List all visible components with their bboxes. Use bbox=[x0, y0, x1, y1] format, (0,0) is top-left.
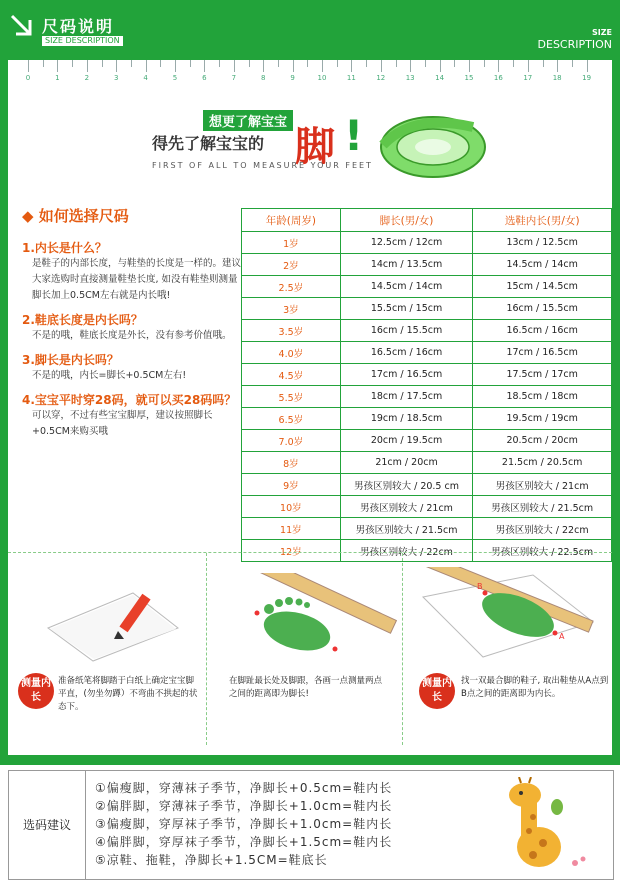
ruler-tick bbox=[204, 60, 205, 72]
footprint-ruler-icon bbox=[217, 573, 397, 673]
table-cell: 14.5cm / 14cm bbox=[340, 276, 473, 298]
hero-line2: 得先了解宝宝的 bbox=[152, 134, 265, 153]
table-row bbox=[242, 254, 612, 276]
header bbox=[0, 0, 620, 60]
hero-english: FIRST OF ALL TO MEASURE YOUR FEET bbox=[152, 161, 373, 170]
ruler-tick bbox=[351, 60, 352, 72]
marker-a: A bbox=[559, 632, 565, 641]
ruler-tick bbox=[396, 60, 397, 67]
table-cell: 10岁 bbox=[242, 496, 341, 518]
ruler-label: 9 bbox=[290, 74, 295, 82]
ruler-tick bbox=[498, 60, 499, 72]
table-cell: 3.5岁 bbox=[242, 320, 341, 342]
tips-list bbox=[95, 779, 392, 869]
insole-icon bbox=[413, 567, 603, 667]
table-cell: 19cm / 18.5cm bbox=[340, 408, 473, 430]
table-cell: 20.5cm / 20cm bbox=[473, 430, 612, 452]
table-cell: 21.5cm / 20.5cm bbox=[473, 452, 612, 474]
ruler-tick bbox=[381, 60, 382, 72]
table-cell: 男孩区别较大 / 21cm bbox=[340, 496, 473, 518]
table-row bbox=[242, 496, 612, 518]
ruler-tick bbox=[307, 60, 308, 67]
ruler-label: 13 bbox=[405, 74, 415, 82]
table-cell: 16cm / 15.5cm bbox=[340, 320, 473, 342]
faq-question: 4.宝宝平时穿28码，就可以买28码吗？ bbox=[22, 393, 237, 407]
hero-exclaim: ! bbox=[344, 111, 364, 160]
table-row bbox=[242, 342, 612, 364]
faq-section bbox=[22, 205, 247, 440]
table-row bbox=[242, 298, 612, 320]
column-header: 脚长(男/女) bbox=[340, 209, 473, 232]
table-cell: 1岁 bbox=[242, 232, 341, 254]
step-caption: 在脚趾最长处及脚跟，各画一点测量两点之间的距离即为脚长! bbox=[229, 676, 383, 699]
table-row bbox=[242, 474, 612, 496]
ruler-tick bbox=[366, 60, 367, 67]
faq-question: 1.内长是什么？ bbox=[22, 241, 107, 255]
ruler-tick bbox=[102, 60, 103, 67]
ruler-label: 19 bbox=[582, 74, 592, 82]
ruler-tick bbox=[587, 60, 588, 72]
ruler-tick bbox=[337, 60, 338, 67]
faq-heading: ◆ 如何选择尺码 bbox=[22, 207, 129, 225]
hero-banner bbox=[148, 105, 548, 185]
ruler-tick bbox=[131, 60, 132, 67]
sizing-tips bbox=[8, 770, 614, 880]
size-table bbox=[241, 208, 612, 562]
step-caption: 准备纸笔将脚踏于白纸上确定宝宝脚平直，(勿坐勿蹲）不弯曲不拱起的状态下。 bbox=[58, 676, 198, 712]
table-cell: 17cm / 16.5cm bbox=[340, 364, 473, 386]
ruler-tick bbox=[410, 60, 411, 72]
tip-line: ⑤凉鞋、拖鞋，净脚长+1.5CM=鞋底长 bbox=[95, 853, 328, 867]
table-cell: 男孩区别较大 / 22cm bbox=[340, 540, 473, 562]
ruler-tick bbox=[528, 60, 529, 72]
paper-pencil-icon bbox=[38, 573, 188, 663]
ruler-label: 18 bbox=[552, 74, 562, 82]
ruler-label: 16 bbox=[493, 74, 503, 82]
ruler-tick bbox=[116, 60, 117, 72]
ruler-label: 14 bbox=[435, 74, 445, 82]
table-cell: 14.5cm / 14cm bbox=[473, 254, 612, 276]
ruler-label: 7 bbox=[231, 74, 237, 82]
table-cell: 14cm / 13.5cm bbox=[340, 254, 473, 276]
ruler-label: 1 bbox=[55, 74, 60, 82]
table-header-row bbox=[242, 209, 612, 232]
faq-answer: 不是的哦，鞋底长度是外长，没有参考价值哦。 bbox=[32, 330, 232, 341]
ruler-label: 6 bbox=[202, 74, 207, 82]
table-cell: 16cm / 15.5cm bbox=[473, 298, 612, 320]
step-2 bbox=[206, 553, 403, 745]
ruler-tick bbox=[28, 60, 29, 72]
ruler-label: 15 bbox=[464, 74, 474, 82]
faq-question: 3.脚长是内长吗？ bbox=[22, 353, 119, 367]
table-cell: 4.0岁 bbox=[242, 342, 341, 364]
ruler-tick bbox=[249, 60, 250, 67]
tips-label: 选码建议 bbox=[9, 771, 86, 879]
table-cell: 16.5cm / 16cm bbox=[473, 320, 612, 342]
tip-line: ③偏瘦脚，穿厚袜子季节，净脚长+1.0cm=鞋内长 bbox=[95, 817, 393, 831]
ruler-tick bbox=[146, 60, 147, 72]
table-cell: 2岁 bbox=[242, 254, 341, 276]
ruler-tick bbox=[469, 60, 470, 72]
marker-b: B bbox=[477, 582, 483, 591]
faq-answer: 可以穿，不过有些宝宝脚厚，建议按照脚长+0.5CM来购买哦 bbox=[32, 410, 213, 437]
ruler-label: 12 bbox=[376, 74, 386, 82]
table-cell: 13cm / 12.5cm bbox=[473, 232, 612, 254]
table-row bbox=[242, 408, 612, 430]
ruler-tick bbox=[278, 60, 279, 67]
tip-line: ④偏胖脚，穿厚袜子季节，净脚长+1.5cm=鞋内长 bbox=[95, 835, 393, 849]
table-cell: 男孩区别较大 / 22.5cm bbox=[473, 540, 612, 562]
table-cell: 20cm / 19.5cm bbox=[340, 430, 473, 452]
ruler-label: 0 bbox=[25, 74, 31, 82]
table-cell: 19.5cm / 19cm bbox=[473, 408, 612, 430]
ruler-label: 3 bbox=[113, 74, 119, 82]
table-cell: 7.0岁 bbox=[242, 430, 341, 452]
hero-line1: 想更了解宝宝 bbox=[203, 110, 293, 131]
table-cell: 2.5岁 bbox=[242, 276, 341, 298]
ruler-tick bbox=[543, 60, 544, 67]
measure-steps bbox=[8, 552, 612, 745]
ruler-tick bbox=[513, 60, 514, 67]
table-cell: 男孩区别较大 / 22cm bbox=[473, 518, 612, 540]
column-header: 年龄(周岁) bbox=[242, 209, 341, 232]
ruler-tick bbox=[454, 60, 455, 67]
ruler-label: 4 bbox=[143, 74, 148, 82]
measure-seal: 测量内长 bbox=[419, 673, 455, 709]
page-title: 尺码说明 bbox=[42, 17, 115, 36]
tip-line: ②偏胖脚，穿薄袜子季节，净脚长+1.0cm=鞋内长 bbox=[95, 799, 393, 813]
ruler-tick bbox=[425, 60, 426, 67]
ruler-tick bbox=[572, 60, 573, 67]
table-cell: 18.5cm / 18cm bbox=[473, 386, 612, 408]
tape-measure-icon bbox=[373, 105, 493, 183]
ruler-tick bbox=[263, 60, 264, 72]
table-cell: 男孩区别较大 / 21.5cm bbox=[473, 496, 612, 518]
table-row bbox=[242, 364, 612, 386]
table-cell: 21cm / 20cm bbox=[340, 452, 473, 474]
arrow-icon bbox=[8, 12, 36, 40]
content-panel bbox=[8, 60, 612, 755]
measure-seal: 测量内长 bbox=[18, 673, 54, 709]
table-cell: 5.5岁 bbox=[242, 386, 341, 408]
faq-answer: 不是的哦，内长=脚长+0.5CM左右! bbox=[32, 370, 187, 381]
ruler-tick bbox=[43, 60, 44, 67]
table-cell: 17.5cm / 17cm bbox=[473, 364, 612, 386]
table-cell: 男孩区别较大 / 20.5 cm bbox=[340, 474, 473, 496]
ruler-tick bbox=[160, 60, 161, 67]
table-row bbox=[242, 452, 612, 474]
step-caption: 找一双最合脚的鞋子, 取出鞋垫从A点到B点之间的距离即为内长。 bbox=[461, 676, 609, 699]
table-cell: 17cm / 16.5cm bbox=[473, 342, 612, 364]
ruler-tick bbox=[57, 60, 58, 72]
step-3 bbox=[402, 553, 613, 745]
ruler-tick bbox=[440, 60, 441, 72]
table-cell: 9岁 bbox=[242, 474, 341, 496]
faq-question: 2.鞋底长度是内长吗？ bbox=[22, 313, 143, 327]
ruler-label: 5 bbox=[172, 74, 178, 82]
hero-big-char: 脚 bbox=[295, 124, 335, 170]
table-row bbox=[242, 232, 612, 254]
table-cell: 6.5岁 bbox=[242, 408, 341, 430]
ruler-tick bbox=[234, 60, 235, 72]
ruler-label: 11 bbox=[346, 74, 356, 82]
tip-line: ①偏瘦脚，穿薄袜子季节，净脚长+0.5cm=鞋内长 bbox=[95, 781, 393, 795]
ruler-tick bbox=[175, 60, 176, 72]
table-cell: 12岁 bbox=[242, 540, 341, 562]
table-row bbox=[242, 386, 612, 408]
ruler-tick bbox=[190, 60, 191, 67]
table-cell: 8岁 bbox=[242, 452, 341, 474]
table-row bbox=[242, 320, 612, 342]
ruler-tick bbox=[219, 60, 220, 67]
table-cell: 16.5cm / 16cm bbox=[340, 342, 473, 364]
table-cell: 12.5cm / 12cm bbox=[340, 232, 473, 254]
ruler-tick bbox=[72, 60, 73, 67]
ruler-tick bbox=[322, 60, 323, 72]
table-cell: 4.5岁 bbox=[242, 364, 341, 386]
column-header: 选鞋内长(男/女) bbox=[473, 209, 612, 232]
ruler-tick bbox=[484, 60, 485, 67]
table-row bbox=[242, 276, 612, 298]
table-cell: 男孩区别较大 / 21.5cm bbox=[340, 518, 473, 540]
step-1 bbox=[8, 553, 206, 745]
table-cell: 15.5cm / 15cm bbox=[340, 298, 473, 320]
header-right-top: SIZE bbox=[591, 28, 612, 37]
ruler-tick bbox=[293, 60, 294, 72]
ruler-label: 17 bbox=[523, 74, 533, 82]
ruler bbox=[8, 60, 612, 88]
table-row bbox=[242, 518, 612, 540]
faq-answer: 是鞋子的内部长度，与鞋垫的长度是一样的。建议大家选购时直接测量鞋垫长度, 如没有鞋垫则测量脚长加上0.5CM左右就是内长哦! bbox=[32, 258, 242, 301]
ruler-tick bbox=[87, 60, 88, 72]
ruler-label: 10 bbox=[317, 74, 327, 82]
ruler-label: 2 bbox=[84, 74, 90, 82]
table-cell: 18cm / 17.5cm bbox=[340, 386, 473, 408]
giraffe-icon bbox=[487, 777, 597, 875]
ruler-label: 8 bbox=[260, 74, 266, 82]
ruler-tick bbox=[557, 60, 558, 72]
table-cell: 11岁 bbox=[242, 518, 341, 540]
table-cell: 男孩区别较大 / 21cm bbox=[473, 474, 612, 496]
page-subtitle: SIZE DESCRIPTION bbox=[42, 36, 123, 46]
table-cell: 15cm / 14.5cm bbox=[473, 276, 612, 298]
table-row bbox=[242, 430, 612, 452]
table-cell: 3岁 bbox=[242, 298, 341, 320]
header-right-bottom: DESCRIPTION bbox=[537, 38, 612, 51]
